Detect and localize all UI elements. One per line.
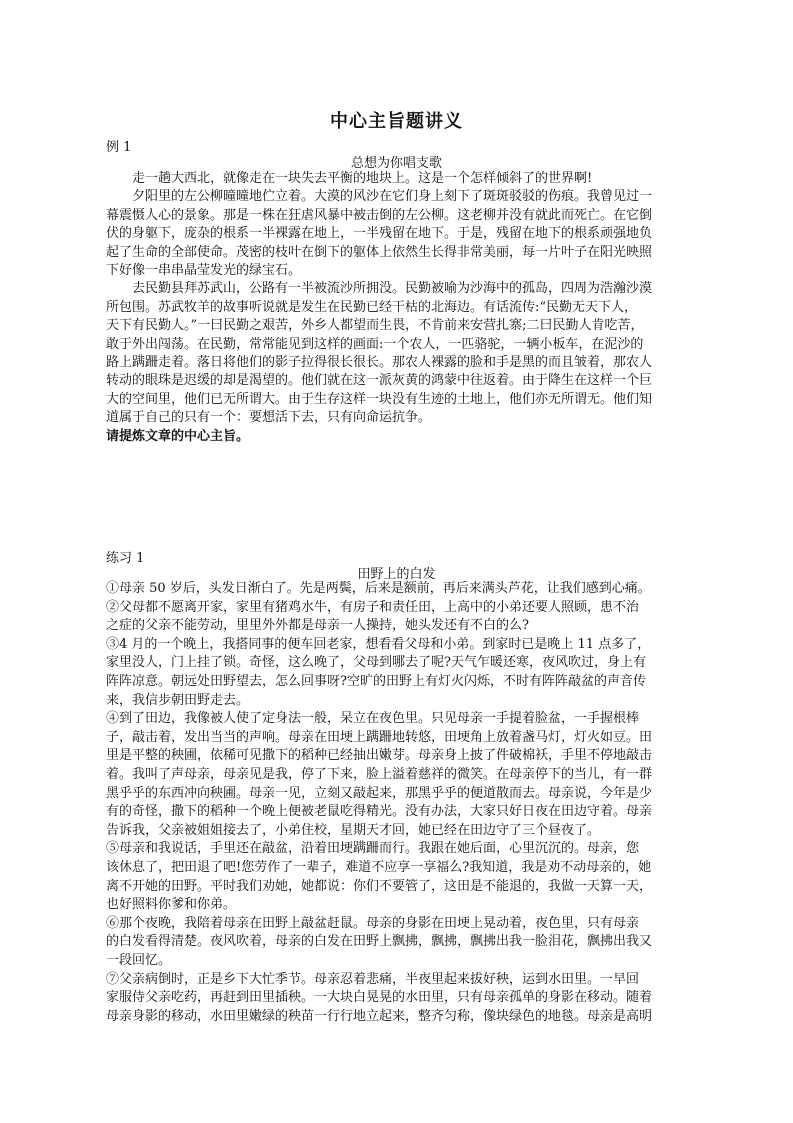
text-line: 也好照料你爹和你弟。 <box>106 897 237 913</box>
text-line: 敢于外出闯荡。在民勤，常常能见到这样的画面:一个农人，一匹骆驼，一辆小板车，在泥沙的 <box>106 336 644 352</box>
text-line: 阵阵凉意。朝远处田野望去，怎么回事呀?空旷的田野上有灯火闪烁，不时有阵阵敲盆的声音传 <box>106 674 646 689</box>
text-line: ⑦父亲病倒时，正是乡下大忙季节。母亲忍着悲痛，半夜里起来拔好秧，运到水田里。一早回 <box>106 971 640 987</box>
text-line: 夕阳里的左公柳曈曈地伫立着。大漠的风沙在它们身上刻下了斑斑驳驳的伤痕。我曾见过一 <box>106 189 653 205</box>
text-line: 子，敲击着，发出当当的声响。母亲在田埂上蹒跚地转悠，田埂角上放着盏马灯，灯火如豆。田 <box>106 729 653 745</box>
practice-label: 练习 1 <box>106 551 145 566</box>
text-line: 来，我信步朝田野走去。 <box>106 692 250 708</box>
text-line: 大的空间里，他们已无所谓大。由于生存这样一块没有生迹的土地上，他们亦无所谓无。他们知 <box>106 391 653 407</box>
text-line: 该休息了，把田退了吧!您劳作了一辈子，难道不应享一享福么?我知道，我是劝不动母亲的，她 <box>106 860 652 875</box>
text-line: 天下有民勤人。”一曰民勤之艰苦，外乡人都望而生畏，不肯前来安营扎寨;二曰民勤人肯吃苦， <box>106 318 644 334</box>
text-line: 幕震慑人心的景象。那是一株在狂虐风暴中被击倒的左公柳。这老柳并没有就此而死亡。在它倒 <box>106 207 653 223</box>
text-line: 道属于自己的只有一个：要想活下去，只有向命运抗争。 <box>106 410 432 426</box>
text-line: 所包围。苏武牧羊的故事听说就是发生在民勤已经干枯的北海边。有话流传:“民勤无天下人， <box>106 299 638 315</box>
text-line: ①母亲 50 岁后，头发日渐白了。先是两鬓，后来是额前，再后来满头芦花，让我们感到心痛。 <box>106 581 651 596</box>
example-label: 例 1 <box>106 140 132 155</box>
text-line: 的白发看得清楚。夜风吹着，母亲的白发在田野上飘拂，飘拂，飘拂出我一脸泪花，飘拂出我又 <box>106 934 653 950</box>
text-line: 离不开她的田野。平时我们劝她，她都说：你们不要管了，这田是不能退的，我做一天算一天， <box>106 878 653 894</box>
text-line: 路上蹒跚走着。落日将他们的影子拉得很长很长。那农人裸露的脸和手是黑的而且皱着，那农人 <box>106 355 653 370</box>
text-line: 告诉我，父亲被姐姐接去了，小弟住校，星期天才回，她已经在田边守了三个昼夜了。 <box>106 822 601 838</box>
text-line: 家里没人，门上挂了锁。奇怪，这么晚了，父母到哪去了呢?天气乍暖还寒，夜风吹过，身上有 <box>106 655 646 671</box>
text-line: 着。我叫了声母亲，母亲见是我，停了下来，脸上溢着慈祥的微笑。在母亲停下的当儿，有一群 <box>106 767 653 782</box>
document-title: 中心主旨题讲义 <box>330 111 463 132</box>
text-line: 有的奇怪，撒下的稻种一个晚上便被老鼠吃得精光。没有办法，大家只好日夜在田边守着。母亲 <box>106 804 653 820</box>
text-line: 去民勤县拜苏武山，公路有一半被流沙所拥没。民勤被喻为沙海中的孤岛，四周为浩瀚沙漠 <box>106 281 653 297</box>
text-line: 黑乎乎的东西冲向秧圃。母亲一见，立刻又敲起来，那黑乎乎的便道散而去。母亲说，今年是少 <box>106 785 653 801</box>
text-line: ⑤母亲和我说话，手里还在敲盆，沿着田埂蹒跚而行。我跟在她后面，心里沉沉的。母亲，您 <box>106 841 640 857</box>
text-line: 里是平整的秧圃，依稀可见撒下的稻种已经抽出嫩芽。母亲身上披了件破棉袄，手里不停地敲击 <box>106 748 653 764</box>
text-line: 伏的身躯下，庞杂的根系一半裸露在地上，一半残留在地下。于是，残留在地下的根系顽强地负 <box>106 226 653 242</box>
text-line: ②父母都不愿离开家，家里有猪鸡水牛，有房子和责任田，上高中的小弟还要人照顾，患不治 <box>106 599 640 615</box>
text-line: 之症的父亲不能劳动，里里外外都是母亲一人操持，她头发还有不白的么? <box>106 618 529 634</box>
text-line: ③4 月的一个晚上，我搭同事的便车回老家，想看看父母和小弟。到家时已是晚上 11 点多了， <box>106 636 651 652</box>
text-line: 一段回忆。 <box>106 953 172 968</box>
text-line: 走一趟大西北，就像走在一块失去平衡的地块上。这是一个怎样倾斜了的世界啊! <box>106 171 593 186</box>
text-line: ⑥那个夜晚，我陪着母亲在田野上敲盆赶鼠。母亲的身影在田埂上晃动着，夜色里，只有母亲 <box>106 915 640 931</box>
practice-subtitle: 田野上的白发 <box>357 567 436 582</box>
text-line: ④到了田边，我像被人使了定身法一般，呆立在夜色里。只见母亲一手提着脸盆，一手握根棒 <box>106 711 640 727</box>
text-line: 家服侍父亲吃药，再赶到田里插秧。一大块白晃晃的水田里，只有母亲孤单的身影在移动。随着 <box>106 990 653 1006</box>
text-line: 下好像一串串晶莹发光的绿宝石。 <box>106 263 302 278</box>
example-subtitle: 总想为你唱支歌 <box>350 156 442 171</box>
text-line: 转动的眼珠是迟缓的却是渴望的。他们就在这一派灰黄的鸿蒙中往返着。由于降生在这样一个巨 <box>106 373 653 389</box>
example-question: 请提炼文章的中心主旨。 <box>106 429 250 444</box>
text-line: 起了生命的全部使命。茂密的枝叶在倒下的躯体上依然生长得非常美丽，每一片叶子在阳光映照 <box>106 244 653 260</box>
text-line: 母亲身影的移动，水田里嫩绿的秧苗一行行地立起来，整齐匀称，像块绿色的地毯。母亲是高明 <box>106 1008 653 1024</box>
